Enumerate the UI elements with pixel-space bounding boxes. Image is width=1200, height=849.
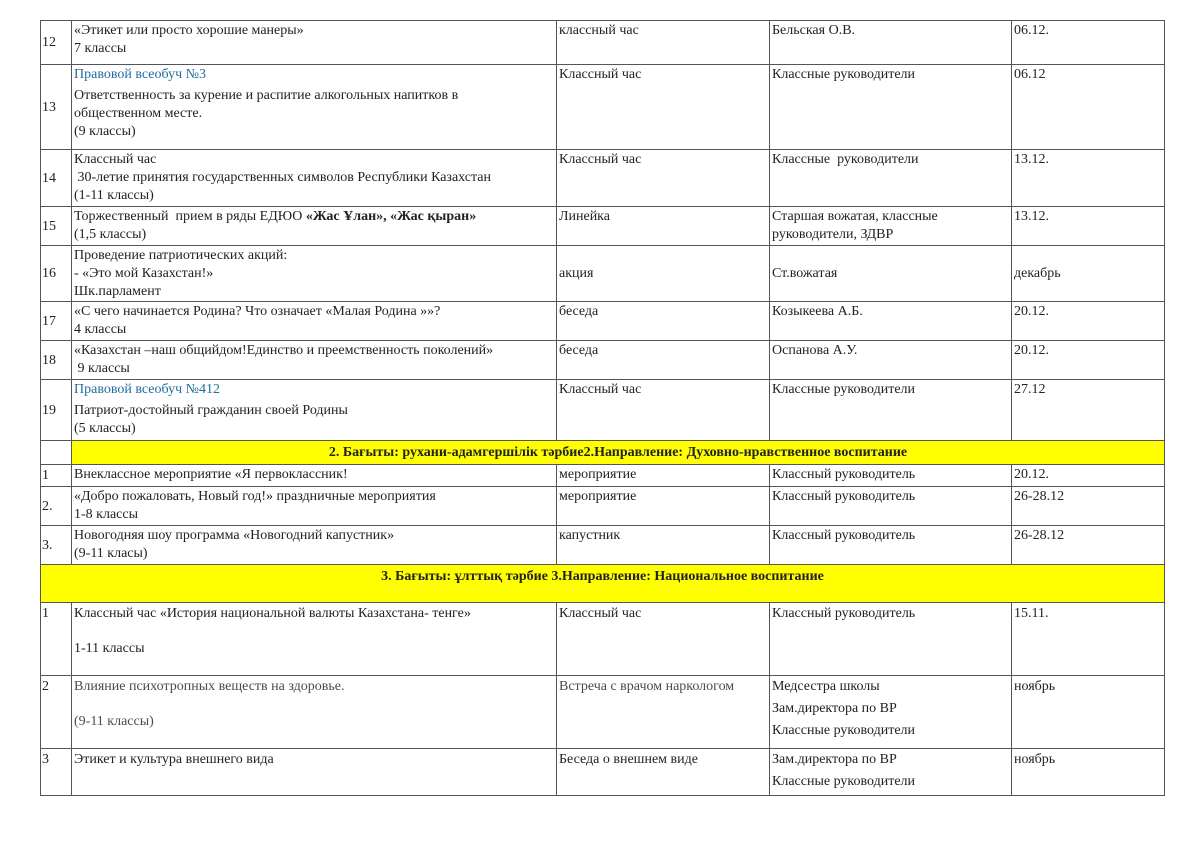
responsible-cell bbox=[770, 341, 1012, 380]
table-row bbox=[41, 65, 1165, 150]
event-line: (1-11 классы) bbox=[74, 188, 154, 203]
responsible-line: Бельская О.В. bbox=[772, 23, 856, 38]
responsible-line: Ст.вожатая bbox=[772, 266, 838, 281]
row-number: 16 bbox=[41, 246, 72, 302]
event-line: Шк.парламент bbox=[74, 284, 161, 299]
date-cell: 20.12. bbox=[1012, 341, 1165, 380]
table-row bbox=[41, 207, 1165, 246]
event-cell bbox=[72, 207, 557, 246]
event-line: Ответственность за курение и распитие алкогольных напитков в bbox=[74, 88, 459, 103]
responsible-cell bbox=[770, 302, 1012, 341]
responsible-line: Классные руководители bbox=[772, 382, 916, 397]
event-line: 1-8 классы bbox=[74, 507, 138, 522]
responsible-line: Оспанова А.У. bbox=[772, 343, 858, 358]
form-cell: капустник bbox=[557, 526, 770, 565]
date-cell: ноябрь bbox=[1012, 676, 1165, 749]
row-number: 3. bbox=[41, 526, 72, 565]
event-line: Влияние психотропных веществ на здоровье. bbox=[74, 679, 345, 694]
form-cell: мероприятие bbox=[557, 487, 770, 526]
section-header-row bbox=[41, 565, 1165, 603]
form-cell: акция bbox=[557, 246, 770, 302]
responsible-cell bbox=[770, 465, 1012, 487]
date-cell: 13.12. bbox=[1012, 207, 1165, 246]
date-cell: 06.12 bbox=[1012, 65, 1165, 150]
event-cell bbox=[72, 749, 557, 796]
event-cell bbox=[72, 21, 557, 65]
responsible-line: Медсестра школы bbox=[772, 679, 880, 694]
event-cell bbox=[72, 526, 557, 565]
form-cell: Беседа о внешнем виде bbox=[557, 749, 770, 796]
responsible-line: Классный руководитель bbox=[772, 467, 916, 482]
form-cell: беседа bbox=[557, 341, 770, 380]
row-number: 15 bbox=[41, 207, 72, 246]
event-line-prefix: Торжественный прием в ряды ЕДЮО bbox=[74, 209, 306, 224]
responsible-cell bbox=[770, 150, 1012, 207]
event-cell bbox=[72, 341, 557, 380]
responsible-line: Зам.директора по ВР bbox=[772, 752, 897, 767]
row-number: 1 bbox=[41, 603, 72, 676]
event-cell bbox=[72, 487, 557, 526]
event-line: Классный час «История национальной валюты Казахстана- тенге» bbox=[74, 606, 471, 621]
event-line: (9-11 класы) bbox=[74, 546, 148, 561]
row-number: 2. bbox=[41, 487, 72, 526]
event-line: Классный час bbox=[74, 152, 157, 167]
table-row bbox=[41, 150, 1165, 207]
responsible-line: руководители, ЗДВР bbox=[772, 227, 894, 242]
table-row bbox=[41, 676, 1165, 749]
table-row bbox=[41, 749, 1165, 796]
table-row bbox=[41, 465, 1165, 487]
event-line: «Добро пожаловать, Новый год!» праздничные мероприятия bbox=[74, 489, 436, 504]
event-line: Этикет и культура внешнего вида bbox=[74, 752, 274, 767]
responsible-line: Классный руководитель bbox=[772, 528, 916, 543]
table-row bbox=[41, 380, 1165, 441]
row-number: 19 bbox=[41, 380, 72, 441]
responsible-line: Старшая вожатая, классные bbox=[772, 209, 938, 224]
empty-cell bbox=[41, 441, 72, 465]
form-cell: Линейка bbox=[557, 207, 770, 246]
responsible-cell bbox=[770, 21, 1012, 65]
event-cell bbox=[72, 380, 557, 441]
organization-names: «Жас Ұлан», «Жас қыран» bbox=[305, 209, 477, 224]
event-line: (1,5 классы) bbox=[74, 227, 147, 242]
legal-education-link[interactable]: Правовой всеобуч №412 bbox=[74, 382, 220, 397]
legal-education-link[interactable]: Правовой всеобуч №3 bbox=[74, 67, 206, 82]
date-cell: 15.11. bbox=[1012, 603, 1165, 676]
event-cell bbox=[72, 603, 557, 676]
row-number: 13 bbox=[41, 65, 72, 150]
event-line: (9-11 классы) bbox=[74, 714, 154, 729]
responsible-line: Классные руководители bbox=[772, 67, 916, 82]
event-cell bbox=[72, 302, 557, 341]
event-cell bbox=[72, 65, 557, 150]
form-cell: классный час bbox=[557, 21, 770, 65]
date-cell: 20.12. bbox=[1012, 302, 1165, 341]
event-cell bbox=[72, 246, 557, 302]
event-line: Проведение патриотических акций: bbox=[74, 248, 288, 263]
table-row bbox=[41, 341, 1165, 380]
event-line: 30-летие принятия государственных символов Республики Казахстан bbox=[74, 170, 491, 185]
responsible-cell bbox=[770, 65, 1012, 150]
responsible-line: Классные руководители bbox=[772, 152, 919, 167]
form-cell: мероприятие bbox=[557, 465, 770, 487]
event-line: Новогодняя шоу программа «Новогодний капустник» bbox=[74, 528, 395, 543]
event-cell bbox=[72, 465, 557, 487]
form-cell: Классный час bbox=[557, 150, 770, 207]
event-line: 9 классы bbox=[74, 361, 130, 376]
responsible-cell bbox=[770, 749, 1012, 796]
section-title: 3. Бағыты: ұлттық тәрбие 3.Направление: Национальное воспитание bbox=[41, 565, 1165, 603]
form-cell: Классный час bbox=[557, 65, 770, 150]
row-number: 2 bbox=[41, 676, 72, 749]
date-cell: 26-28.12 bbox=[1012, 526, 1165, 565]
table-row bbox=[41, 603, 1165, 676]
date-cell: 27.12 bbox=[1012, 380, 1165, 441]
row-number: 17 bbox=[41, 302, 72, 341]
row-number: 14 bbox=[41, 150, 72, 207]
table-row bbox=[41, 526, 1165, 565]
event-line: 4 классы bbox=[74, 322, 127, 337]
event-line: 1-11 классы bbox=[74, 641, 145, 656]
event-line: - «Это мой Казахстан!» bbox=[74, 266, 214, 281]
event-line: «Казахстан –наш общийдом!Единство и преемственность поколений» bbox=[74, 343, 494, 358]
date-cell: 13.12. bbox=[1012, 150, 1165, 207]
responsible-line: Зам.директора по ВР bbox=[772, 701, 897, 716]
form-cell: беседа bbox=[557, 302, 770, 341]
responsible-cell bbox=[770, 380, 1012, 441]
responsible-cell bbox=[770, 603, 1012, 676]
date-cell: декабрь bbox=[1012, 246, 1165, 302]
row-number: 1 bbox=[41, 465, 72, 487]
table-row bbox=[41, 246, 1165, 302]
date-cell: 26-28.12 bbox=[1012, 487, 1165, 526]
form-cell: Классный час bbox=[557, 380, 770, 441]
row-number: 12 bbox=[41, 21, 72, 65]
date-cell: 06.12. bbox=[1012, 21, 1165, 65]
responsible-cell bbox=[770, 676, 1012, 749]
event-cell bbox=[72, 150, 557, 207]
event-line: Внеклассное мероприятие «Я первоклассник! bbox=[74, 467, 348, 482]
event-line: (9 классы) bbox=[74, 124, 136, 139]
row-number: 3 bbox=[41, 749, 72, 796]
event-line: (5 классы) bbox=[74, 421, 136, 436]
responsible-cell bbox=[770, 207, 1012, 246]
responsible-line: Классные руководители bbox=[772, 723, 916, 738]
date-cell: ноябрь bbox=[1012, 749, 1165, 796]
responsible-line: Козыкеева А.Б. bbox=[772, 304, 863, 319]
events-plan-table bbox=[40, 20, 1165, 796]
date-cell: 20.12. bbox=[1012, 465, 1165, 487]
form-cell: Классный час bbox=[557, 603, 770, 676]
event-line: «Этикет или просто хорошие манеры» bbox=[74, 23, 304, 38]
event-cell bbox=[72, 676, 557, 749]
event-line: 7 классы bbox=[74, 41, 127, 56]
responsible-line: Классные руководители bbox=[772, 774, 916, 789]
responsible-cell bbox=[770, 246, 1012, 302]
table-row bbox=[41, 487, 1165, 526]
table-row bbox=[41, 302, 1165, 341]
section-title: 2. Бағыты: рухани-адамгершілік тәрбие2.Направление: Духовно-нравственное воспитание bbox=[72, 441, 1165, 465]
section-header-row bbox=[41, 441, 1165, 465]
responsible-cell bbox=[770, 487, 1012, 526]
form-cell: Встреча с врачом наркологом bbox=[557, 676, 770, 749]
responsible-line: Классный руководитель bbox=[772, 489, 916, 504]
row-number: 18 bbox=[41, 341, 72, 380]
event-line: «С чего начинается Родина? Что означает «Малая Родина »»? bbox=[74, 304, 441, 319]
responsible-cell bbox=[770, 526, 1012, 565]
event-line: Патриот-достойный гражданин своей Родины bbox=[74, 403, 348, 418]
table-row bbox=[41, 21, 1165, 65]
event-line: общественном месте. bbox=[74, 106, 203, 121]
responsible-line: Классный руководитель bbox=[772, 606, 916, 621]
